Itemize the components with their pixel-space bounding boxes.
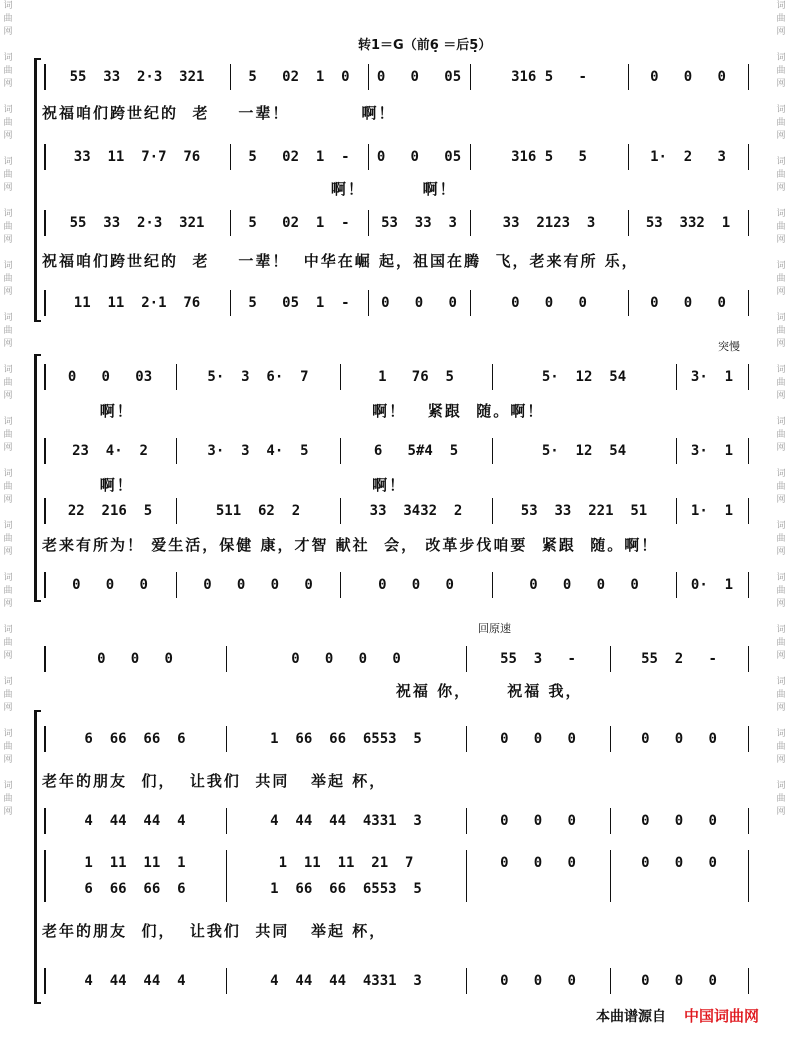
watermark-right: 词 曲 网 词 曲 网 词 曲 网 词 曲 网 词 曲 网 词 曲 网 词 曲 网 词 曲 网 词 曲 网 词 曲 网 词 曲 网 词 曲 网 词 曲 网 词 曲 网 词 曲 网 词 曲 网: [776, 1, 786, 817]
measure: 1· 2 3: [650, 149, 726, 165]
measure: 0 0 0: [72, 577, 148, 593]
barline: [676, 498, 677, 524]
barline: [748, 968, 749, 994]
lyric-row: [0, 770, 789, 794]
barline: [44, 646, 46, 672]
barline: [748, 646, 749, 672]
barline: [230, 210, 231, 236]
barline: [226, 850, 227, 876]
barline: [610, 646, 611, 672]
measure: 5 02 1 0: [248, 69, 350, 85]
lyric-text: 祝福 你， 祝福 我，: [42, 682, 583, 700]
footer-source: 本曲谱源自: [595, 1009, 666, 1025]
measure: 33 11 7·7 76: [73, 149, 201, 165]
measure: 4 44 44 4: [84, 973, 186, 989]
measure: 55 3 -: [500, 651, 576, 667]
barline: [748, 808, 749, 834]
barline: [230, 290, 231, 316]
barline: [466, 876, 467, 902]
measure: 5 02 1 -: [248, 215, 350, 231]
barline: [44, 144, 46, 170]
barline: [470, 144, 471, 170]
measure: 0 0 0: [500, 973, 576, 989]
measure: 5· 3 6· 7: [207, 369, 309, 385]
barline: [748, 210, 749, 236]
lyric-text: 啊！ 啊！: [42, 180, 457, 198]
barline: [628, 144, 629, 170]
measure: 0 0 0: [511, 295, 587, 311]
lyric-row: [0, 680, 789, 704]
measure: 0 0 0: [641, 855, 717, 871]
lyric-row: [0, 400, 789, 424]
barline: [44, 210, 46, 236]
measure: 0 0 0: [650, 69, 726, 85]
barline: [466, 850, 467, 876]
measure: [472, 878, 604, 900]
barline: [176, 498, 177, 524]
barline: [628, 64, 629, 90]
measure: 511 62 2: [215, 503, 301, 519]
notation-row: [0, 852, 789, 876]
barline: [470, 290, 471, 316]
barline: [466, 726, 467, 752]
notation-row: [0, 810, 789, 834]
barline: [340, 498, 341, 524]
barline: [748, 498, 749, 524]
barline: [470, 210, 471, 236]
barline: [176, 364, 177, 390]
barline: [748, 572, 749, 598]
notation-row: [0, 440, 789, 464]
barline: [340, 364, 341, 390]
measure: 5· 12 54: [541, 443, 627, 459]
measure: 0 0 0: [500, 731, 576, 747]
barline: [676, 572, 677, 598]
lyric-row: [0, 474, 789, 498]
barline: [748, 364, 749, 390]
notation-row: [0, 878, 789, 902]
measure: 55 33 2·3 321: [69, 69, 205, 85]
measure: 0 0 0 0: [203, 577, 313, 593]
barline: [226, 726, 227, 752]
barline: [230, 144, 231, 170]
notation-row: [0, 66, 789, 90]
notation-row: [0, 970, 789, 994]
notation-row: [0, 500, 789, 524]
measure: 22 216 5: [67, 503, 153, 519]
barline: [466, 968, 467, 994]
measure: 316 5 5: [511, 149, 587, 165]
lyric-row: [0, 534, 789, 558]
barline: [230, 64, 231, 90]
measure: 0 0 05: [376, 69, 462, 85]
barline: [368, 210, 369, 236]
measure: 55 33 2·3 321: [69, 215, 205, 231]
a-tempo-annotation: 回原速: [478, 622, 511, 635]
measure: 11 11 2·1 76: [73, 295, 201, 311]
barline: [226, 646, 227, 672]
measure: 0 0 0: [641, 731, 717, 747]
barline: [628, 210, 629, 236]
measure: 6 66 66 6: [84, 881, 186, 897]
barline: [610, 850, 611, 876]
notation-row: [0, 648, 789, 672]
barline: [340, 438, 341, 464]
barline: [676, 364, 677, 390]
measure: [616, 878, 742, 900]
measure: 5 05 1 -: [248, 295, 350, 311]
measure: 1· 1: [690, 503, 734, 519]
measure: 53 33 221 51: [520, 503, 648, 519]
footer-brand: 中国词曲网: [683, 1007, 759, 1025]
barline: [44, 364, 46, 390]
barline: [676, 438, 677, 464]
barline: [748, 850, 749, 876]
measure: 1 76 5: [378, 369, 454, 385]
measure: 6 66 66 6: [84, 731, 186, 747]
measure: 0 0 0: [381, 295, 457, 311]
lyric-row: [0, 178, 789, 202]
barline: [466, 646, 467, 672]
measure: 1 11 11 1: [84, 855, 186, 871]
measure: 0· 1: [690, 577, 734, 593]
measure: 53 332 1: [645, 215, 731, 231]
barline: [748, 290, 749, 316]
notation-row: [0, 574, 789, 598]
barline: [748, 876, 749, 902]
barline: [748, 144, 749, 170]
barline: [368, 290, 369, 316]
barline: [610, 808, 611, 834]
barline: [176, 572, 177, 598]
measure: 1 66 66 6553 5: [270, 731, 422, 747]
barline: [44, 968, 46, 994]
barline: [748, 64, 749, 90]
barline: [610, 726, 611, 752]
barline: [44, 290, 46, 316]
measure: 0 0 0: [378, 577, 454, 593]
barline: [628, 290, 629, 316]
barline: [470, 64, 471, 90]
barline: [44, 850, 46, 876]
notation-row: [0, 292, 789, 316]
measure: 4 44 44 4331 3: [270, 813, 422, 829]
measure: 0 0 0: [641, 813, 717, 829]
lyric-text: 老年的朋友 们， 让我们 共同 举起 杯，: [42, 772, 387, 790]
barline: [610, 876, 611, 902]
lyric-row: [0, 920, 789, 944]
barline: [368, 144, 369, 170]
measure: 0 0 0 0: [529, 577, 639, 593]
barline: [44, 876, 46, 902]
barline: [492, 572, 493, 598]
barline: [44, 808, 46, 834]
measure: 6 5#4 5: [373, 443, 459, 459]
barline: [492, 364, 493, 390]
measure: 53 33 3: [381, 215, 457, 231]
barline: [466, 808, 467, 834]
measure: 0 0 0 0: [291, 651, 401, 667]
measure: 5 02 1 -: [248, 149, 350, 165]
key-change-annotation: 转1＝G（前6̣ ＝后5̣）: [358, 38, 492, 53]
measure: 33 2123 3: [502, 215, 596, 231]
lyric-text: 啊！ 啊！ 紧跟 随。啊！: [42, 402, 545, 420]
barline: [44, 438, 46, 464]
measure: 4 44 44 4: [84, 813, 186, 829]
barline: [44, 572, 46, 598]
watermark-left: 词 曲 网 词 曲 网 词 曲 网 词 曲 网 词 曲 网 词 曲 网 词 曲 网 词 曲 网 词 曲 网 词 曲 网 词 曲 网 词 曲 网 词 曲 网 词 曲 网 词 曲 网 词 曲 网: [3, 1, 13, 817]
measure: 3· 3 4· 5: [207, 443, 309, 459]
notation-row: [0, 146, 789, 170]
measure: 3· 1: [690, 443, 734, 459]
measure: 1 11 11 21 7: [278, 855, 414, 871]
measure: 0 0 0: [500, 813, 576, 829]
measure: 0 0 0: [500, 855, 576, 871]
lyric-row: [0, 250, 789, 274]
measure: 33 3432 2: [369, 503, 463, 519]
measure: 1 66 66 6553 5: [270, 881, 422, 897]
barline: [492, 438, 493, 464]
measure: 5· 12 54: [541, 369, 627, 385]
barline: [492, 498, 493, 524]
lyric-text: 祝福咱们跨世纪的 老 一辈！ 中华在崛 起，祖国在腾 飞，老来有所 乐，: [42, 252, 639, 270]
measure: 0 0 0: [641, 973, 717, 989]
measure: 316 5 -: [511, 69, 587, 85]
footer: [596, 1005, 759, 1026]
barline: [748, 726, 749, 752]
measure: 4 44 44 4331 3: [270, 973, 422, 989]
barline: [44, 64, 46, 90]
measure: 23 4· 2: [72, 443, 148, 459]
measure: 0 0 0: [650, 295, 726, 311]
lyric-text: 祝福咱们跨世纪的 老 一辈！ 啊！: [42, 104, 396, 122]
ritardando-annotation: 突慢: [718, 340, 740, 353]
notation-row: [0, 366, 789, 390]
measure: 3· 1: [690, 369, 734, 385]
lyric-row: [0, 102, 789, 126]
barline: [44, 498, 46, 524]
barline: [226, 808, 227, 834]
measure: 0 0 0: [97, 651, 173, 667]
measure: 0 0 05: [376, 149, 462, 165]
measure: 0 0 03: [67, 369, 153, 385]
barline: [226, 876, 227, 902]
barline: [176, 438, 177, 464]
notation-row: [0, 728, 789, 752]
barline: [44, 726, 46, 752]
barline: [610, 968, 611, 994]
notation-row: [0, 212, 789, 236]
barline: [368, 64, 369, 90]
barline: [226, 968, 227, 994]
lyric-text: 老年的朋友 们， 让我们 共同 举起 杯，: [42, 922, 387, 940]
lyric-text: 啊！ 啊！: [42, 476, 407, 494]
barline: [748, 438, 749, 464]
measure: 55 2 -: [641, 651, 717, 667]
barline: [340, 572, 341, 598]
lyric-text: 老来有所为！ 爱生活，保健 康，才智 献社 会， 改革步伐咱要 紧跟 随。啊！: [42, 536, 659, 554]
